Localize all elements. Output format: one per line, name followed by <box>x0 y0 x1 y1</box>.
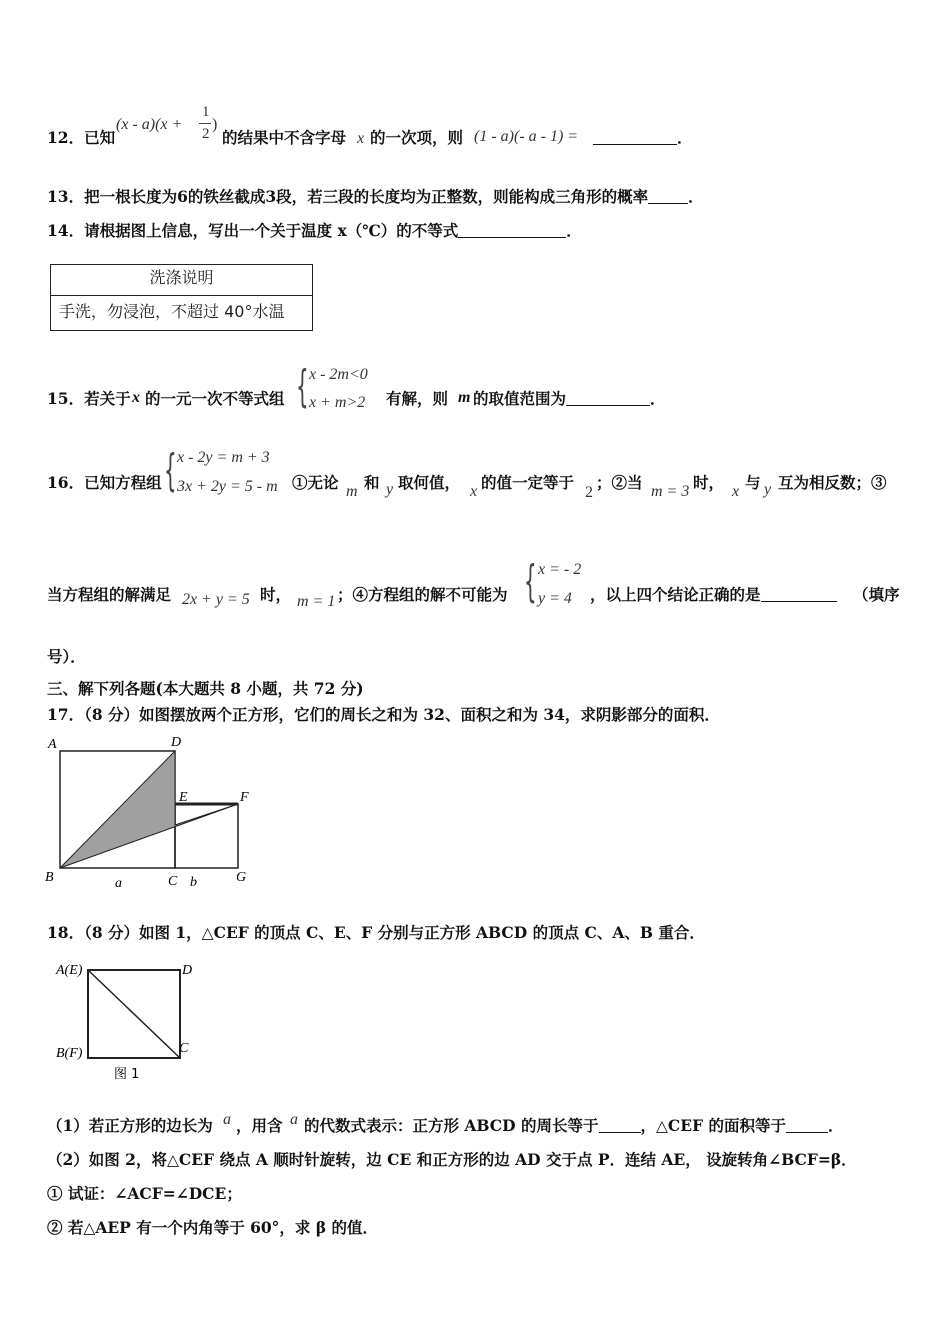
q18-p1a-text: （1）若正方形的边长为 <box>47 1116 213 1135</box>
q15-brace: { <box>296 361 309 412</box>
q16-c1-text: ①无论 <box>292 473 339 492</box>
q16-eq2: 2x + y = 5 <box>182 591 250 608</box>
q13-blank[interactable] <box>648 188 688 204</box>
q16-c5 <box>596 473 643 493</box>
q16-c3 <box>398 473 460 493</box>
q16-two: 2 <box>585 484 593 501</box>
q17-label-B: B <box>45 870 54 885</box>
q17-figure <box>40 733 260 893</box>
q17-label-E: E <box>179 790 188 805</box>
q16-c4-text: 的值一定等于 <box>481 473 575 492</box>
q16-l3-text: 号）． <box>47 647 86 666</box>
q16-m1eq: m = 1 <box>297 593 336 610</box>
q16-l2b-text: 时， <box>260 585 292 604</box>
q18-label-BF: B(F) <box>56 1046 83 1061</box>
q16-sys2: 3x + 2y = 5 - m <box>177 478 278 495</box>
q16-line2-e <box>853 585 900 605</box>
q16-y2: y <box>764 481 772 498</box>
q16-line2-d <box>590 585 837 605</box>
q12-frac-close: ) <box>212 116 218 133</box>
q18-figure-1 <box>50 956 210 1086</box>
q16-blank[interactable] <box>761 586 837 602</box>
q18-p1d-text: ，△CEF 的面积等于 <box>640 1116 786 1135</box>
q17-text: 17．（8 分）如图摆放两个正方形，它们的周长之和为 32、面积之和为 34，求阴影部分的面积． <box>47 705 720 724</box>
q12-number: 12．已知 <box>47 128 116 147</box>
q16-m3: m = 3 <box>651 483 690 500</box>
q16-c6-text: 时， <box>693 473 725 492</box>
q12-frac-bar <box>199 123 211 124</box>
q12-end: ． <box>677 128 693 147</box>
washing-label-body: 手洗，勿浸泡，不超过 40°水温 <box>59 302 285 321</box>
q16-sol2: y = 4 <box>538 590 572 607</box>
q12-text-a: 的结果中不含字母 <box>222 128 347 147</box>
q12-answer <box>593 128 693 148</box>
q12-frac-den: 2 <box>202 126 210 142</box>
q18-label-D: D <box>182 963 193 978</box>
q18-var-a2: a <box>290 1111 298 1128</box>
q18-label-C: C <box>179 1041 189 1056</box>
q18-p2: （2）如图 2，将△CEF 绕点 A 顺时针旋转，边 CE 和正方形的边 AD 交于点 P．连结 AE， 设旋转角∠BCF=β． <box>47 1150 857 1169</box>
q16-c2-text: 和 <box>364 473 380 492</box>
q17-shaded-region <box>60 751 238 868</box>
q12-expr2: (1 - a)(- a - 1) = <box>474 128 579 145</box>
q16-c4 <box>481 473 574 493</box>
q16-c7 <box>745 473 761 493</box>
q16-sys1: x - 2y = m + 3 <box>177 449 270 466</box>
q12-expr1: (x - a)(x + <box>116 116 183 133</box>
q16-brace: { <box>164 445 177 496</box>
q16-line2-c <box>337 585 508 605</box>
q12-frac-num: 1 <box>202 104 210 120</box>
q16-c8 <box>778 473 887 493</box>
q15-text: 15．若关于 <box>47 389 131 408</box>
q15-var-m: m <box>458 389 471 406</box>
q16-line3 <box>47 647 86 667</box>
q16-line1-a <box>47 473 162 493</box>
q18-p1-c <box>304 1116 844 1136</box>
q14-text: 14．请根据图上信息，写出一个关于温度 x（℃）的不等式 <box>47 221 459 240</box>
q16-c6 <box>693 473 724 493</box>
q18-diagonal <box>88 970 180 1058</box>
q16-c8-text: 互为相反数；③ <box>778 473 887 492</box>
q12-text-b: 的一次项，则 <box>370 128 464 147</box>
q16-c7-text: 与 <box>745 473 761 492</box>
q16-sol1: x = - 2 <box>538 561 582 578</box>
q18-perimeter-blank[interactable] <box>599 1117 641 1133</box>
q16-line2-b <box>260 585 291 605</box>
q16-x1: x <box>470 483 478 500</box>
q17-label-F: F <box>240 790 249 805</box>
q15-text4: 的取值范围为 <box>473 389 567 408</box>
q15-sys1: x - 2m<0 <box>309 366 368 383</box>
q16-c1 <box>292 473 339 493</box>
q15-sys2: x + m>2 <box>309 394 366 411</box>
q16-l2d-text: ，以上四个结论正确的是 <box>590 585 761 604</box>
q15-blank[interactable] <box>566 390 650 406</box>
q15-var-x: x <box>132 389 140 406</box>
q13-end: ． <box>688 187 704 206</box>
q18-p1-b <box>236 1116 283 1136</box>
q18-var-a: a <box>223 1111 231 1128</box>
q16-l2a-text: 当方程组的解满足 <box>47 585 172 604</box>
q18-text: 18．（8 分）如图 1，△CEF 的顶点 C、E、F 分别与正方形 ABCD 的顶点 C、A、B 重合． <box>47 923 705 942</box>
q18-p1-a <box>47 1116 213 1136</box>
q18-p1b-text: ，用含 <box>236 1116 283 1135</box>
q18-p1e-text: ． <box>827 1116 844 1135</box>
q15-text2: 的一元一次不等式组 <box>145 389 285 408</box>
q17-small-square <box>175 804 238 868</box>
q17-label-a: a <box>115 876 122 891</box>
q15-line-c <box>386 389 448 409</box>
q15-line-d <box>473 389 666 409</box>
washing-label-box <box>50 264 313 331</box>
q13-line <box>47 187 704 207</box>
q17-label-b: b <box>190 875 197 890</box>
q14-blank[interactable] <box>458 222 566 238</box>
q12-line <box>47 128 115 148</box>
section3-title: 三、解下列各题(本大题共 8 小题，共 72 分) <box>47 679 364 698</box>
q16-m1: m <box>346 483 358 500</box>
q14-end: ． <box>566 221 582 240</box>
q14-line <box>47 221 582 241</box>
q15-line-b <box>145 389 285 409</box>
q17-label-C: C <box>168 874 178 889</box>
q12-text <box>222 128 346 148</box>
q16-c2 <box>364 473 380 493</box>
q17-label-A: A <box>48 737 57 752</box>
q18-p4: ② 若△AEP 有一个内角等于 60°，求 β 的值． <box>47 1218 379 1237</box>
q16-l2c-text: ；④方程组的解不可能为 <box>337 585 508 604</box>
q15-text3: 有解，则 <box>386 389 449 408</box>
q18-label-AE: A(E) <box>56 963 83 978</box>
q15-line-a <box>47 389 131 409</box>
q17-label-G: G <box>236 870 247 885</box>
q15-end: ． <box>650 389 666 408</box>
q16-c3-text: 取何值， <box>398 473 461 492</box>
q12-var-x: x <box>357 130 365 147</box>
q16-text: 16．已知方程组 <box>47 473 162 492</box>
q12-text2 <box>370 128 463 148</box>
q16-line2-a <box>47 585 171 605</box>
q16-x2: x <box>732 483 740 500</box>
q13-text: 13．把一根长度为6的铁丝截成3段，若三段的长度均为正整数，则能构成三角形的概率 <box>47 187 649 206</box>
washing-label-title: 洗涤说明 <box>51 265 312 296</box>
q16-y1: y <box>386 481 394 498</box>
q16-l2e-text: （填序 <box>853 585 900 604</box>
q18-p1c-text: 的代数式表示：正方形 ABCD 的周长等于 <box>304 1116 599 1135</box>
q12-blank[interactable] <box>593 129 677 145</box>
q18-caption: 图 1 <box>114 1067 140 1082</box>
q18-p3: ① 试证：∠ACF=∠DCE； <box>47 1184 242 1203</box>
q17-label-D: D <box>171 735 182 750</box>
q16-sol-brace: { <box>524 556 537 607</box>
q16-c5-text: ；②当 <box>596 473 643 492</box>
q18-area-blank[interactable] <box>786 1117 828 1133</box>
